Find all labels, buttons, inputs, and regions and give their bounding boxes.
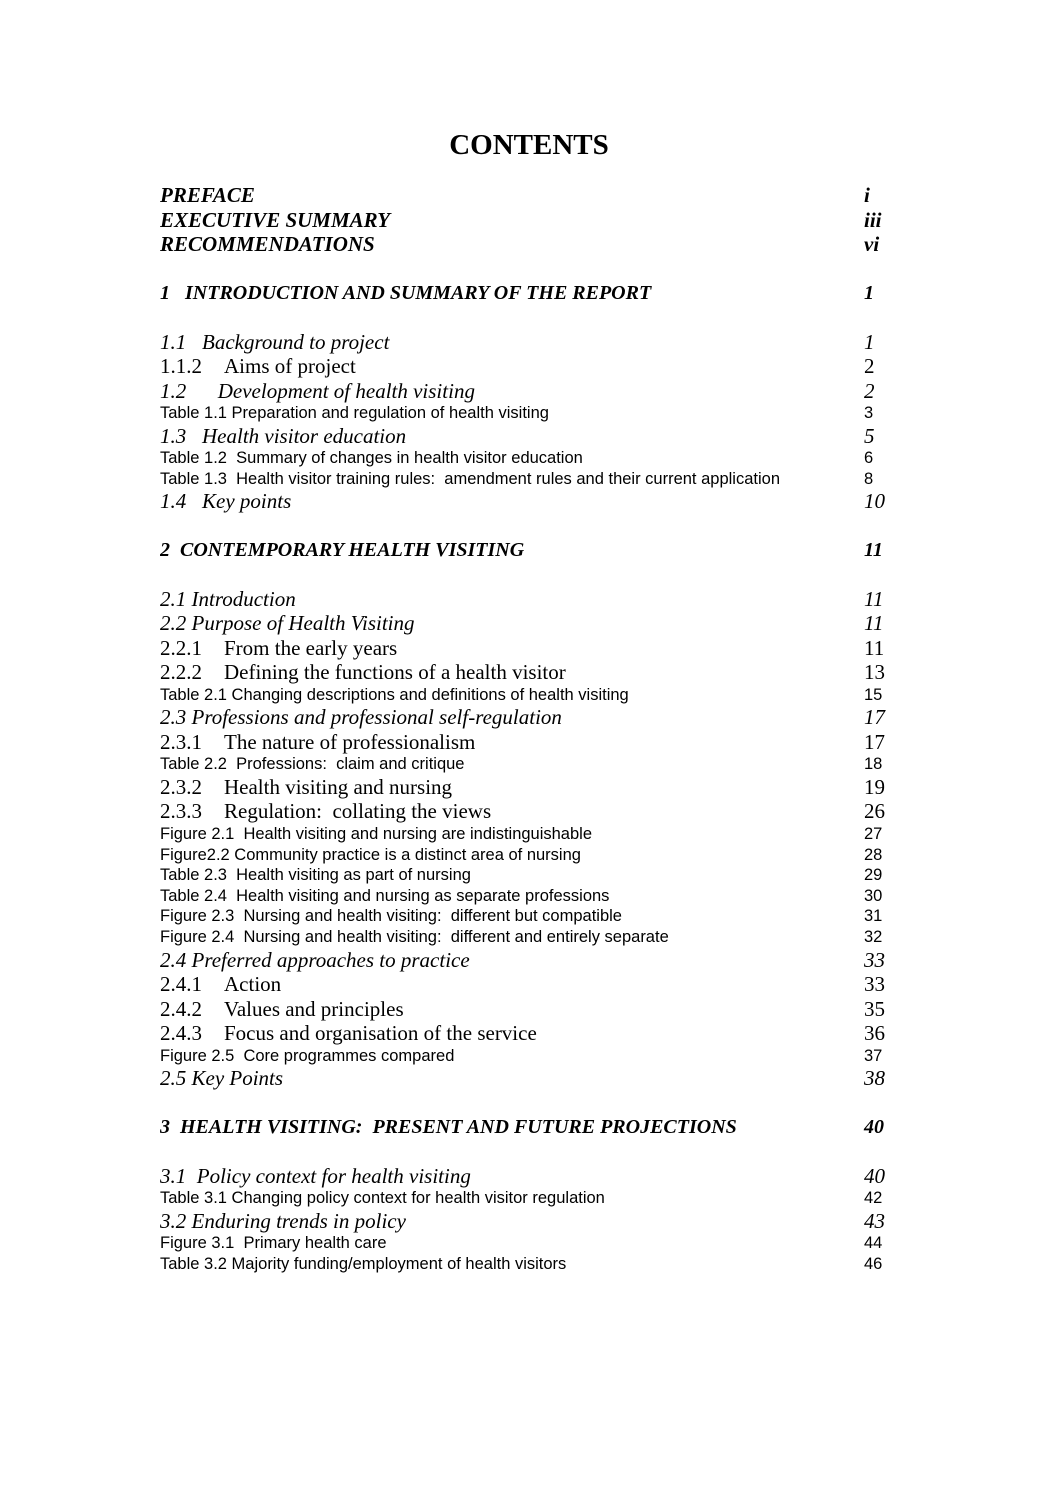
toc-entry-cap [160,824,890,845]
toc-entry-cap [160,403,890,424]
toc-page-number: 44 [864,1234,883,1253]
toc-entry-label: Table 3.2 Majority funding/employment of health visitors [160,1254,567,1273]
toc-entry-label: EXECUTIVE SUMMARY [160,207,391,232]
toc-entry-label: 3.2 Enduring trends in policy [160,1208,406,1233]
toc-page-number: 31 [864,907,883,926]
toc-page-number: 28 [864,845,883,864]
toc-entry-label: 2.2 Purpose of Health Visiting [160,611,415,636]
toc-page-number: 40 [864,1116,884,1139]
page-title: CONTENTS [449,129,609,161]
toc-page-number: 42 [864,1189,883,1208]
toc-entry-number: 2.3.1 [160,729,202,754]
toc-entry-chapter [160,1115,890,1139]
toc-page-number: 11 [864,586,884,611]
toc-page-number: 46 [864,1254,883,1273]
toc-entry-label: 1.3 Health visitor education [160,423,407,448]
toc-page-number: 3 [864,404,874,422]
toc-entry-cap [160,865,890,886]
toc-entry-label: Table 2.1 Changing descriptions and definitions of health visiting [160,685,629,704]
toc-entry-cap [160,1254,890,1275]
toc-page-number: 17 [864,705,885,730]
toc-entry-sec [160,330,890,355]
toc-page-number: vi [864,232,880,256]
toc-page-number: 10 [864,489,885,514]
toc-entry-label [160,972,864,997]
toc-entry-front [160,183,890,208]
toc-entry-sub [160,730,890,755]
toc-page-number: 15 [864,685,883,704]
toc-entry-cap [160,1046,890,1067]
toc-entry-sec [160,587,890,612]
toc-entry-cap [160,1233,890,1254]
toc-page-number: 32 [864,927,883,946]
toc-entry-label: Table 2.4 Health visiting and nursing as separate professions [160,886,610,905]
toc-entry-label: Figure 3.1 Primary health care [160,1234,387,1253]
toc-entry-label [160,799,864,824]
toc-page-number: 29 [864,866,883,885]
toc-entry-text: The nature of professionalism [224,729,476,754]
toc-page-number: 11 [864,539,883,562]
toc-entry-number: 2.4.2 [160,996,202,1021]
toc-page-number: 40 [864,1163,885,1188]
toc-page-number: 5 [864,423,875,448]
toc-entry-label: Figure 2.1 Health visiting and nursing are indistinguishable [160,824,593,843]
toc-entry-text: From the early years [224,635,398,660]
toc-entry-text: Action [224,972,282,997]
toc-entry-number: 2.4.3 [160,1021,202,1046]
toc-page-number: 17 [864,729,885,754]
toc-entry-number: 2.3.3 [160,799,202,824]
toc-entry-label: Table 2.2 Professions: claim and critique [160,755,465,774]
toc-spacer [160,562,890,587]
toc-page-number: 18 [864,755,883,774]
toc-entry-sub [160,799,890,824]
toc-entry-text: Defining the functions of a health visitor [224,660,566,685]
toc-entry-sec [160,424,890,449]
toc-entry-label [160,997,864,1022]
toc-entry-chapter [160,281,890,305]
toc-entry-cap [160,927,890,948]
toc-entry-label: Figure 2.3 Nursing and health visiting: different but compatible [160,907,622,926]
toc-entry-number: 2.2.1 [160,635,202,660]
toc-entry-cap [160,886,890,907]
table-of-contents [160,183,890,1274]
toc-page-number: 43 [864,1208,885,1233]
toc-page-number: 26 [864,799,885,824]
toc-entry-label [160,730,864,755]
toc-page-number: 2 [864,378,875,403]
toc-entry-sub [160,354,890,379]
toc-entry-cap [160,469,890,490]
toc-entry-label: Figure2.2 Community practice is a distinct area of nursing [160,845,581,864]
toc-entry-number: 2.2.2 [160,660,202,685]
toc-entry-chapter [160,538,890,562]
toc-page-number: 13 [864,660,885,685]
toc-entry-sec [160,1209,890,1234]
toc-spacer [160,514,890,539]
toc-entry-label: 2.3 Professions and professional self-regulation [160,705,562,730]
toc-page-number: 36 [864,1021,885,1046]
toc-entry-sub [160,972,890,997]
toc-entry-sec [160,705,890,730]
toc-entry-text: Values and principles [224,996,404,1021]
toc-page-number: i [864,183,870,207]
toc-entry-sub [160,1021,890,1046]
toc-page-number: 11 [864,635,885,660]
toc-entry-label: 3.1 Policy context for health visiting [160,1163,471,1188]
toc-page-number: 19 [864,774,885,799]
toc-entry-cap [160,448,890,469]
toc-entry-sec [160,379,890,404]
toc-entry-label: Table 3.1 Changing policy context for health visitor regulation [160,1189,605,1208]
toc-entry-label: RECOMMENDATIONS [160,232,375,256]
toc-page-number: 8 [864,469,874,488]
toc-spacer [160,305,890,330]
toc-entry-sec [160,1066,890,1091]
toc-entry-cap [160,906,890,927]
toc-entry-label: 1.1 Background to project [160,329,390,354]
toc-entry-label: Table 1.2 Summary of changes in health visitor education [160,449,583,468]
toc-page-number: iii [864,207,882,232]
toc-entry-label [160,1021,864,1046]
toc-page-number: 1 [864,282,874,304]
toc-entry-number: 2.3.2 [160,774,202,799]
toc-entry-label: 2.1 Introduction [160,586,296,611]
toc-entry-text: Aims of project [224,354,356,378]
toc-entry-sub [160,775,890,800]
toc-entry-label: 2 CONTEMPORARY HEALTH VISITING [160,539,525,562]
toc-entry-front [160,232,890,257]
toc-entry-sec [160,948,890,973]
toc-entry-text: Health visiting and nursing [224,774,453,799]
toc-page-number: 1 [864,329,875,354]
toc-entry-label: Figure 2.5 Core programmes compared [160,1046,455,1065]
toc-entry-sub [160,636,890,661]
toc-entry-label: 1 INTRODUCTION AND SUMMARY OF THE REPORT [160,282,652,304]
toc-entry-cap [160,685,890,706]
toc-entry-number: 1.1.2 [160,354,202,378]
toc-spacer [160,1091,890,1116]
toc-entry-sec [160,489,890,514]
toc-entry-label: PREFACE [160,183,255,207]
toc-page-number: 2 [864,354,875,378]
toc-page-number: 30 [864,886,883,905]
toc-page-number: 27 [864,824,883,843]
toc-page-number: 33 [864,972,885,997]
toc-entry-label: 1.2 Development of health visiting [160,378,475,403]
toc-entry-text: Focus and organisation of the service [224,1021,537,1046]
toc-entry-sub [160,660,890,685]
toc-entry-label: 2.4 Preferred approaches to practice [160,947,470,972]
toc-entry-sec [160,611,890,636]
toc-entry-label: Table 1.1 Preparation and regulation of health visiting [160,404,549,422]
toc-entry-label [160,660,864,685]
toc-page-number: 37 [864,1046,883,1065]
toc-entry-cap [160,754,890,775]
toc-entry-cap [160,1188,890,1209]
toc-entry-sub [160,997,890,1022]
toc-entry-front [160,208,890,233]
toc-spacer [160,1139,890,1164]
toc-entry-label: Table 2.3 Health visiting as part of nursing [160,866,471,885]
toc-entry-label [160,775,864,800]
toc-entry-label [160,354,864,379]
toc-entry-label: 2.5 Key Points [160,1066,284,1091]
toc-entry-label: 1.4 Key points [160,489,292,514]
toc-entry-sec [160,1164,890,1189]
toc-entry-label: 3 HEALTH VISITING: PRESENT AND FUTURE PROJECTIONS [160,1116,737,1139]
toc-page-number: 11 [864,611,884,636]
toc-page-number: 38 [864,1066,885,1091]
toc-page-number: 6 [864,449,874,468]
toc-entry-label [160,636,864,661]
toc-entry-cap [160,845,890,866]
toc-page-number: 33 [864,947,885,972]
toc-entry-text: Regulation: collating the views [224,799,492,824]
toc-page-number: 35 [864,996,885,1021]
toc-entry-label: Table 1.3 Health visitor training rules: amendment rules and their current application [160,469,780,488]
toc-entry-number: 2.4.1 [160,972,202,997]
toc-entry-label: Figure 2.4 Nursing and health visiting: different and entirely separate [160,927,669,946]
toc-spacer [160,257,890,282]
